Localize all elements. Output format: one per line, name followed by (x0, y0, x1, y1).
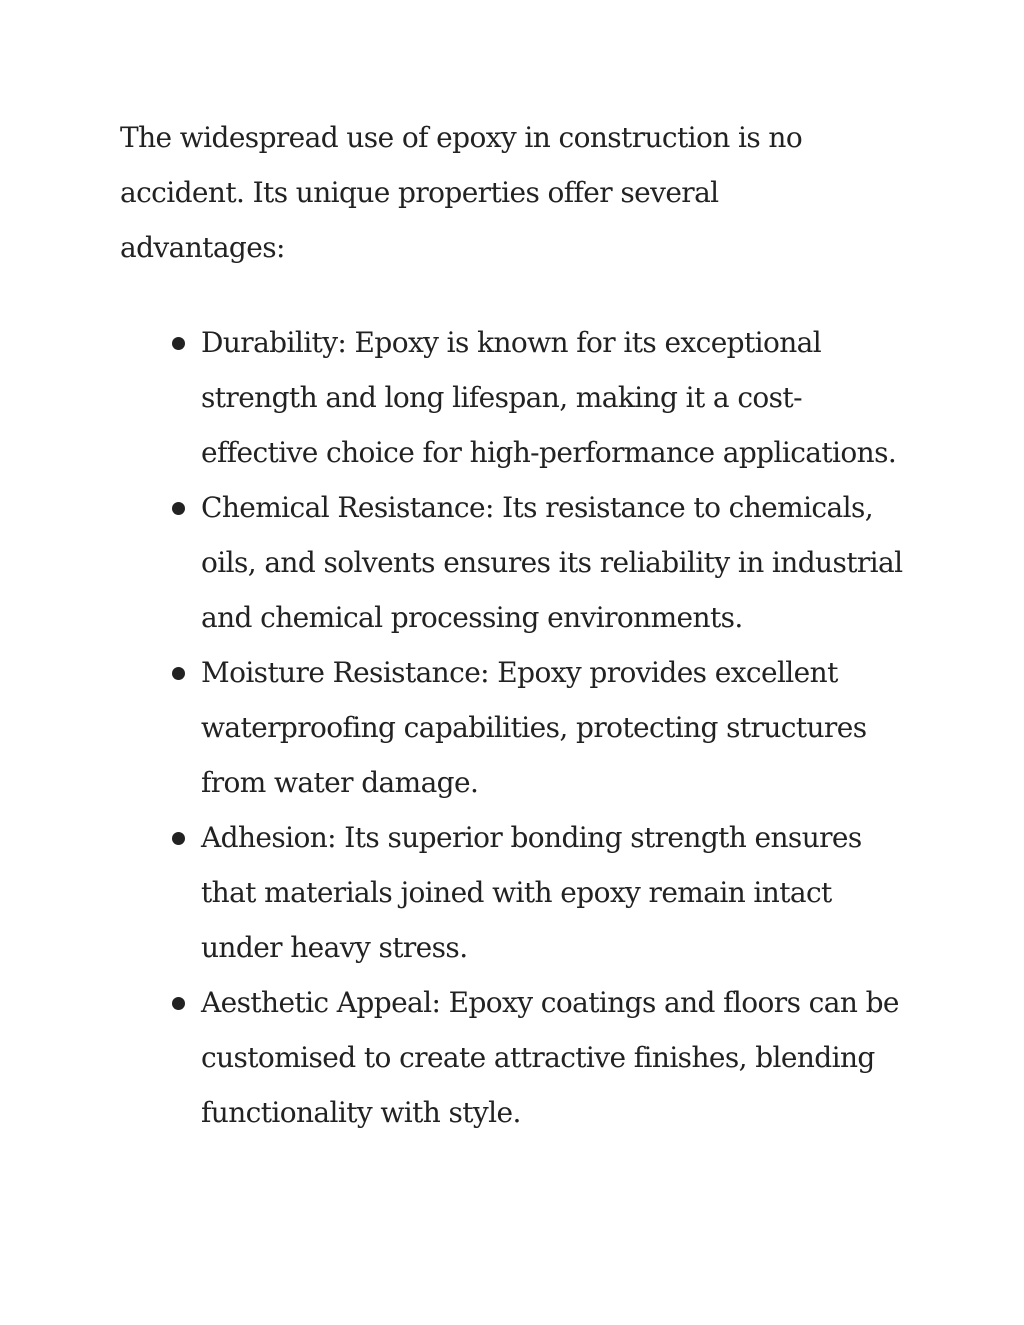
bullet-icon (172, 667, 185, 680)
list-item (120, 810, 910, 975)
bullet-icon (172, 502, 185, 515)
list-item-text: Chemical Resistance: Its resistance to chemicals, oils, and solvents ensures its reliability in industrial and chemical processing environments. (201, 491, 903, 634)
list-item (120, 645, 910, 810)
list-item-text: Durability: Epoxy is known for its exceptional strength and long lifespan, making it a cost-effective choice for high-performance applications. (201, 326, 897, 469)
bullet-icon (172, 997, 185, 1010)
intro-paragraph: The widespread use of epoxy in construction is no accident. Its unique properties offer several advantages: (120, 121, 803, 264)
list-item-text: Aesthetic Appeal: Epoxy coatings and floors can be customised to create attractive finishes, blending functionality with style. (201, 986, 899, 1129)
bullet-icon (172, 832, 185, 845)
list-item (120, 480, 910, 645)
advantages-list (120, 315, 910, 1140)
list-item-text: Moisture Resistance: Epoxy provides excellent waterproofing capabilities, protecting structures from water damage. (201, 656, 867, 799)
bullet-icon (172, 337, 185, 350)
list-item (120, 975, 910, 1140)
list-item-text: Adhesion: Its superior bonding strength ensures that materials joined with epoxy remain intact under heavy stress. (201, 821, 862, 964)
document-body (120, 110, 910, 1140)
list-item (120, 315, 910, 480)
